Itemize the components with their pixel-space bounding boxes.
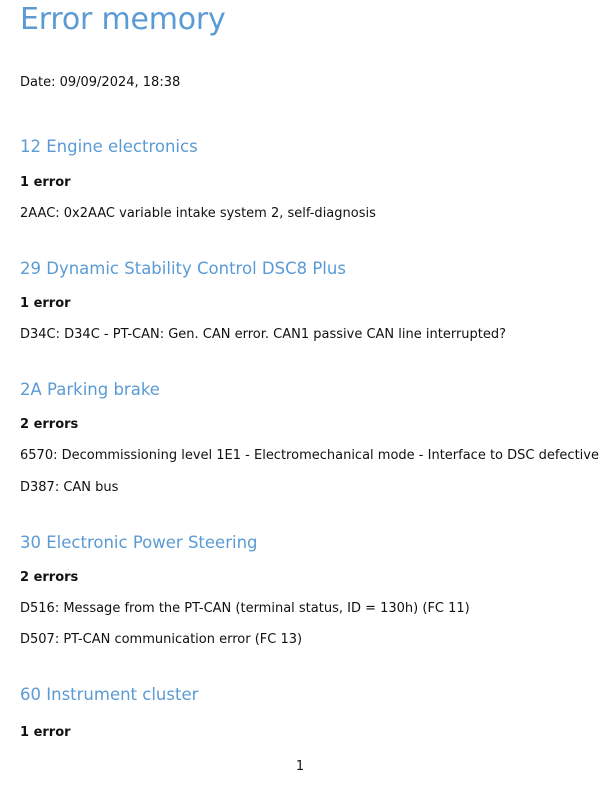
error-entry: D507: PT-CAN communication error (FC 13) — [20, 632, 303, 647]
error-entry: 6570: Decommissioning level 1E1 - Electromechanical mode - Interface to DSC defective — [20, 448, 599, 463]
page-number: 1 — [295, 759, 305, 774]
error-count: 2 errors — [20, 570, 79, 585]
section-title-dsc8-plus: 29 Dynamic Stability Control DSC8 Plus — [20, 259, 346, 278]
error-entry: 2AAC: 0x2AAC variable intake system 2, self-diagnosis — [20, 206, 376, 221]
section-title-instrument-cluster: 60 Instrument cluster — [20, 685, 199, 704]
error-count: 1 error — [20, 296, 71, 311]
page-title: Error memory — [20, 2, 226, 37]
date-line: Date: 09/09/2024, 18:38 — [20, 75, 181, 90]
error-count: 1 error — [20, 725, 71, 740]
section-title-parking-brake: 2A Parking brake — [20, 380, 160, 399]
error-entry: D516: Message from the PT-CAN (terminal status, ID = 130h) (FC 11) — [20, 601, 470, 616]
error-entry: D387: CAN bus — [20, 480, 119, 495]
section-title-electronic-power-steering: 30 Electronic Power Steering — [20, 533, 258, 552]
section-title-engine-electronics: 12 Engine electronics — [20, 137, 198, 156]
error-count: 2 errors — [20, 417, 79, 432]
error-count: 1 error — [20, 175, 71, 190]
error-entry: D34C: D34C - PT-CAN: Gen. CAN error. CAN1 passive CAN line interrupted? — [20, 327, 507, 342]
